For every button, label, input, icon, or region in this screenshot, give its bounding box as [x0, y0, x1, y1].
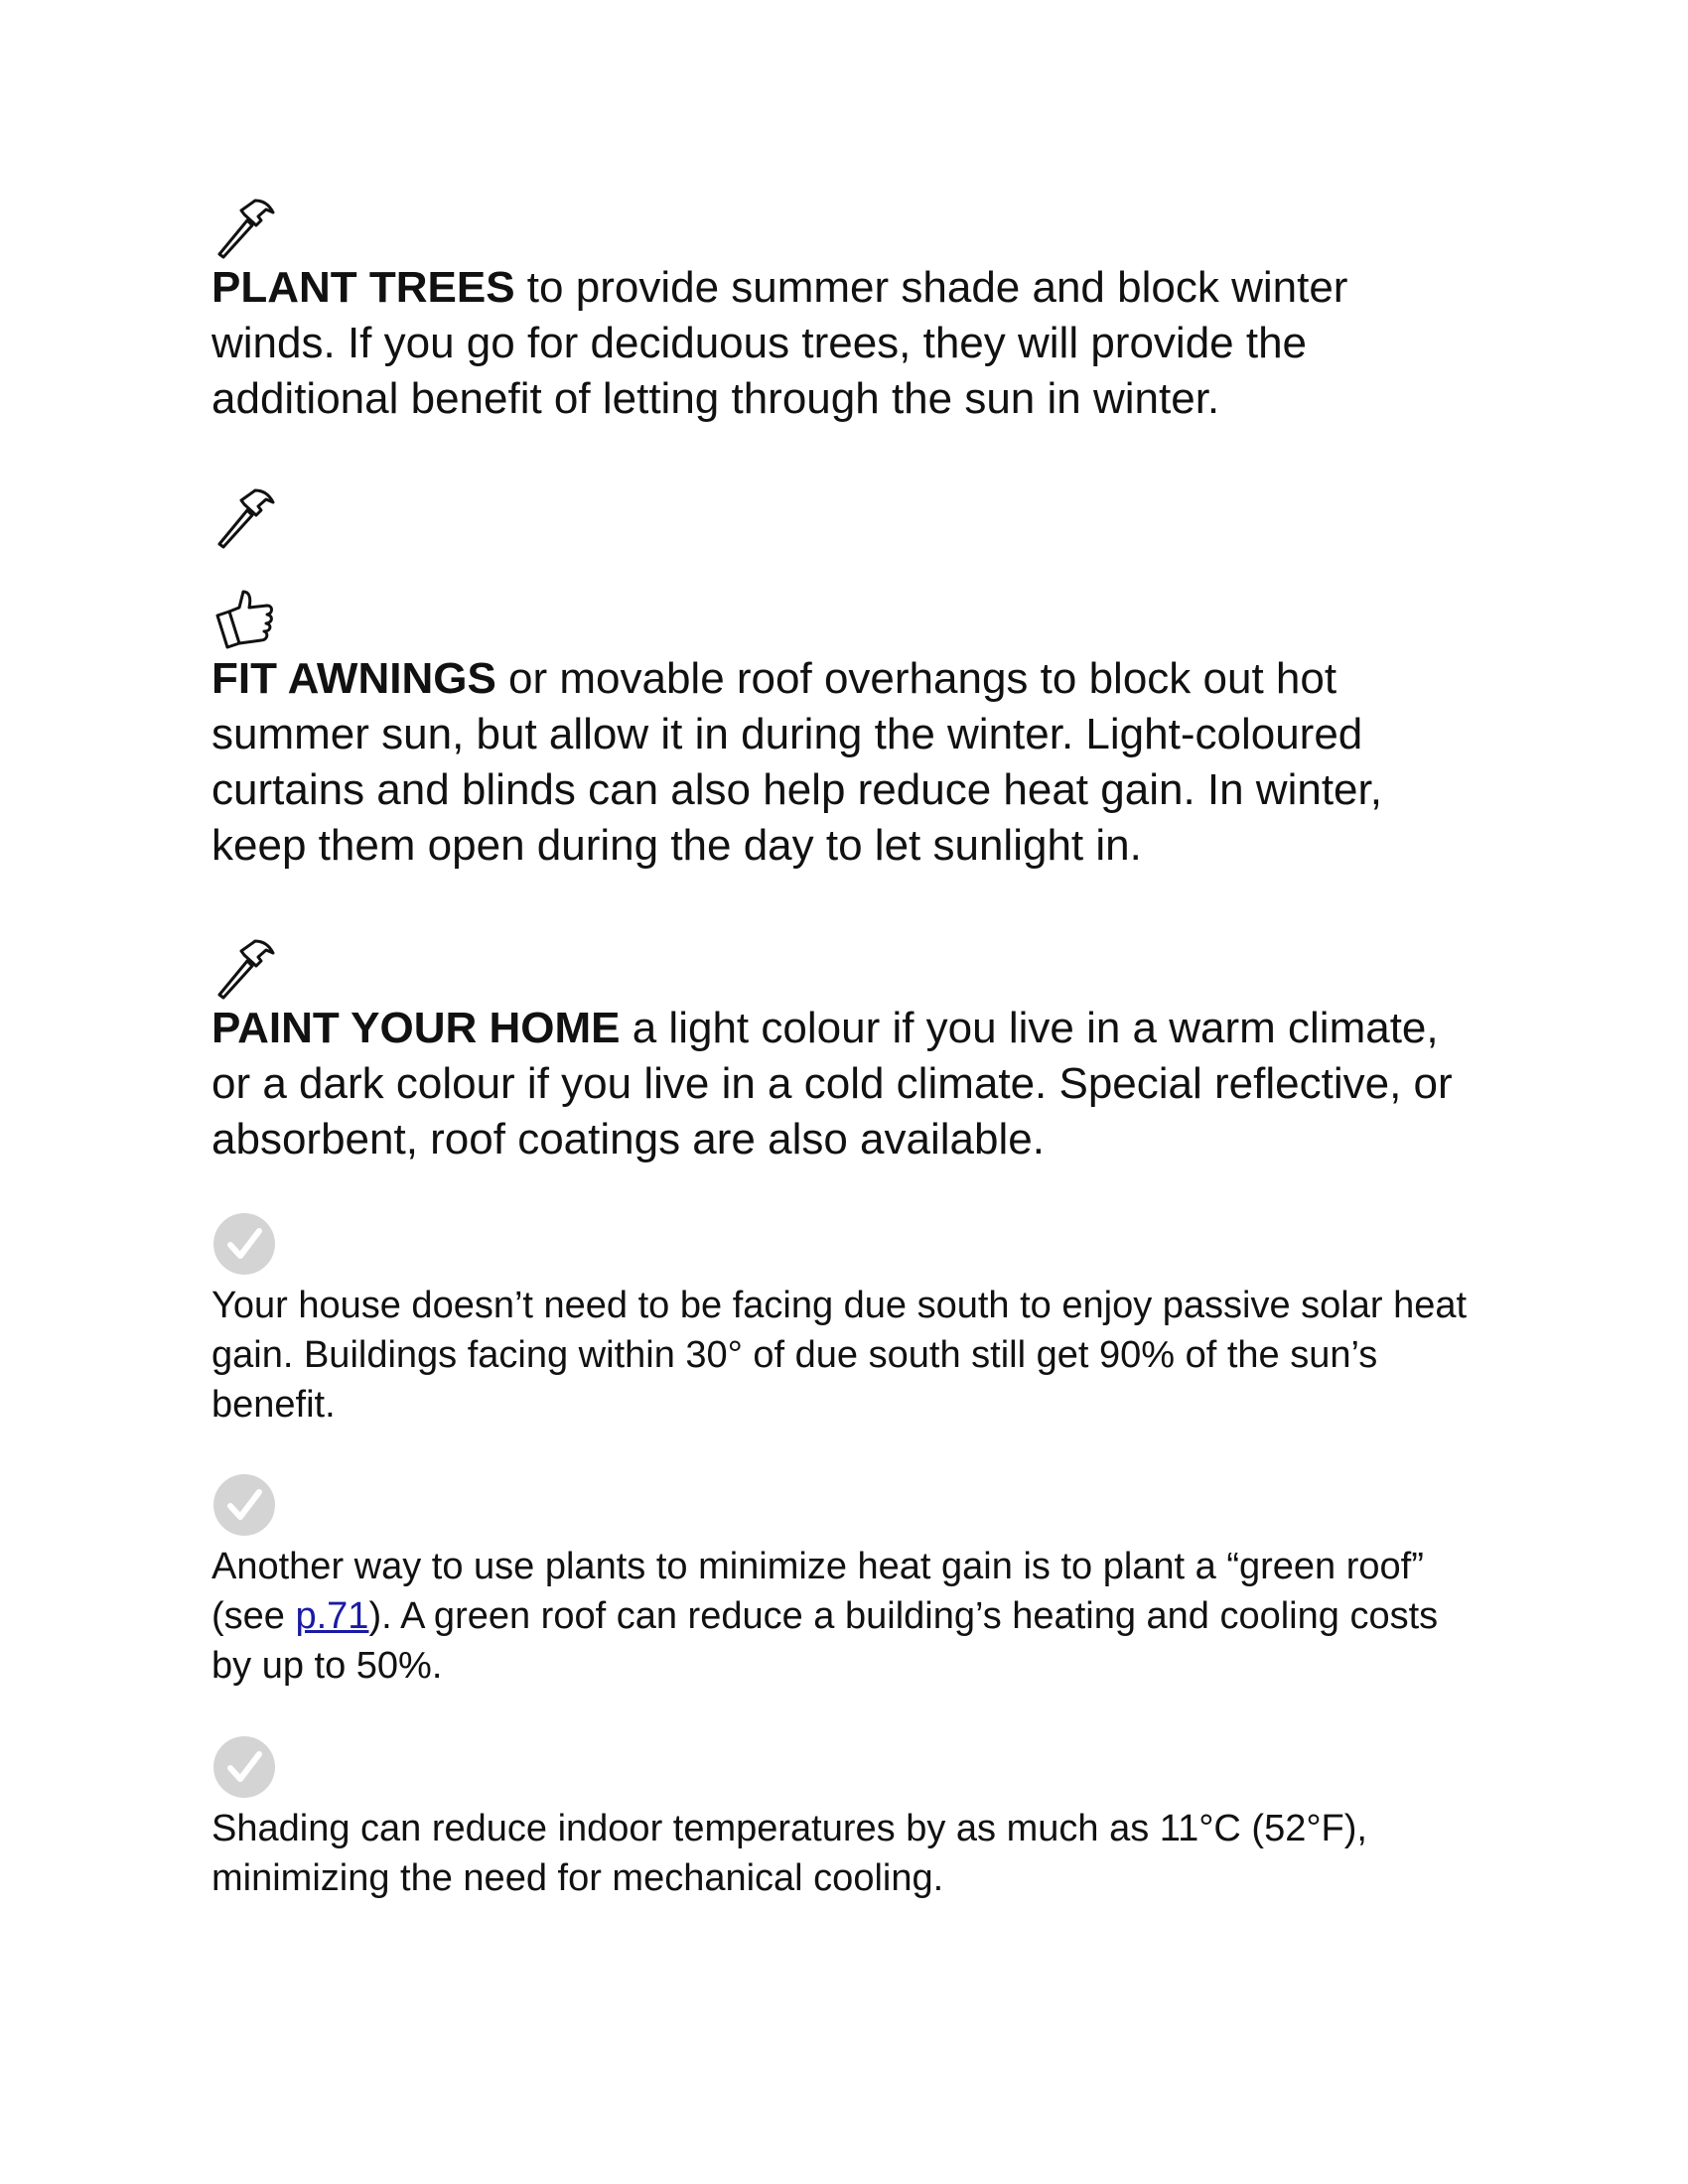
- page-link[interactable]: p.71: [295, 1595, 369, 1637]
- tip-text: or movable roof overhangs to block out hot summer sun, but allow it in during the winter. Light-coloured curtains and blinds can also help reduce heat gain. In winter, keep them open during the day to let sunlight in.: [211, 654, 1382, 870]
- tip-text: to provide summer shade and block winter winds. If you go for deciduous trees, they will provide the additional benefit of letting through the sun in winter.: [211, 263, 1348, 423]
- tip-heading: PAINT YOUR HOME: [211, 1004, 621, 1052]
- thumbs-up-icon: [211, 586, 277, 651]
- fact-text: Shading can reduce indoor temperatures by as much as 11°C (52°F), minimizing the need for mechanical cooling.: [211, 1808, 1367, 1899]
- tip-fit-awnings: [211, 484, 1482, 874]
- fact-text-before: Another way to use plants to minimize heat gain is to plant a “green roof” (see: [211, 1546, 1424, 1637]
- tip-paragraph: [211, 260, 1482, 427]
- tip-paint-your-home: [211, 935, 1482, 1167]
- fact-item: [211, 1734, 1482, 1903]
- hammer-icon: [211, 935, 277, 1001]
- fact-text-after: ). A green roof can reduce a building’s heating and cooling costs by up to 50%.: [211, 1595, 1439, 1687]
- checkmark-icon: [211, 1734, 277, 1800]
- fact-item: [211, 1211, 1482, 1430]
- checkmark-icon: [211, 1211, 277, 1277]
- tip-heading: FIT AWNINGS: [211, 654, 496, 703]
- fact-item: [211, 1472, 1482, 1691]
- tip-heading: PLANT TREES: [211, 263, 515, 312]
- tip-paragraph: [211, 1001, 1482, 1167]
- tip-text: a light colour if you live in a warm climate, or a dark colour if you live in a cold climate. Special reflective, or absorbent, roof coatings are also available.: [211, 1004, 1453, 1163]
- tip-plant-trees: [211, 195, 1482, 427]
- fact-text: [211, 1542, 1482, 1691]
- fact-text: Your house doesn’t need to be facing due south to enjoy passive solar heat gain. Buildings facing within 30° of due south still get 90% of the sun’s benefit.: [211, 1285, 1468, 1426]
- hammer-icon: [211, 484, 277, 550]
- checkmark-icon: [211, 1472, 277, 1538]
- tip-paragraph: [211, 651, 1482, 874]
- hammer-icon: [211, 195, 277, 260]
